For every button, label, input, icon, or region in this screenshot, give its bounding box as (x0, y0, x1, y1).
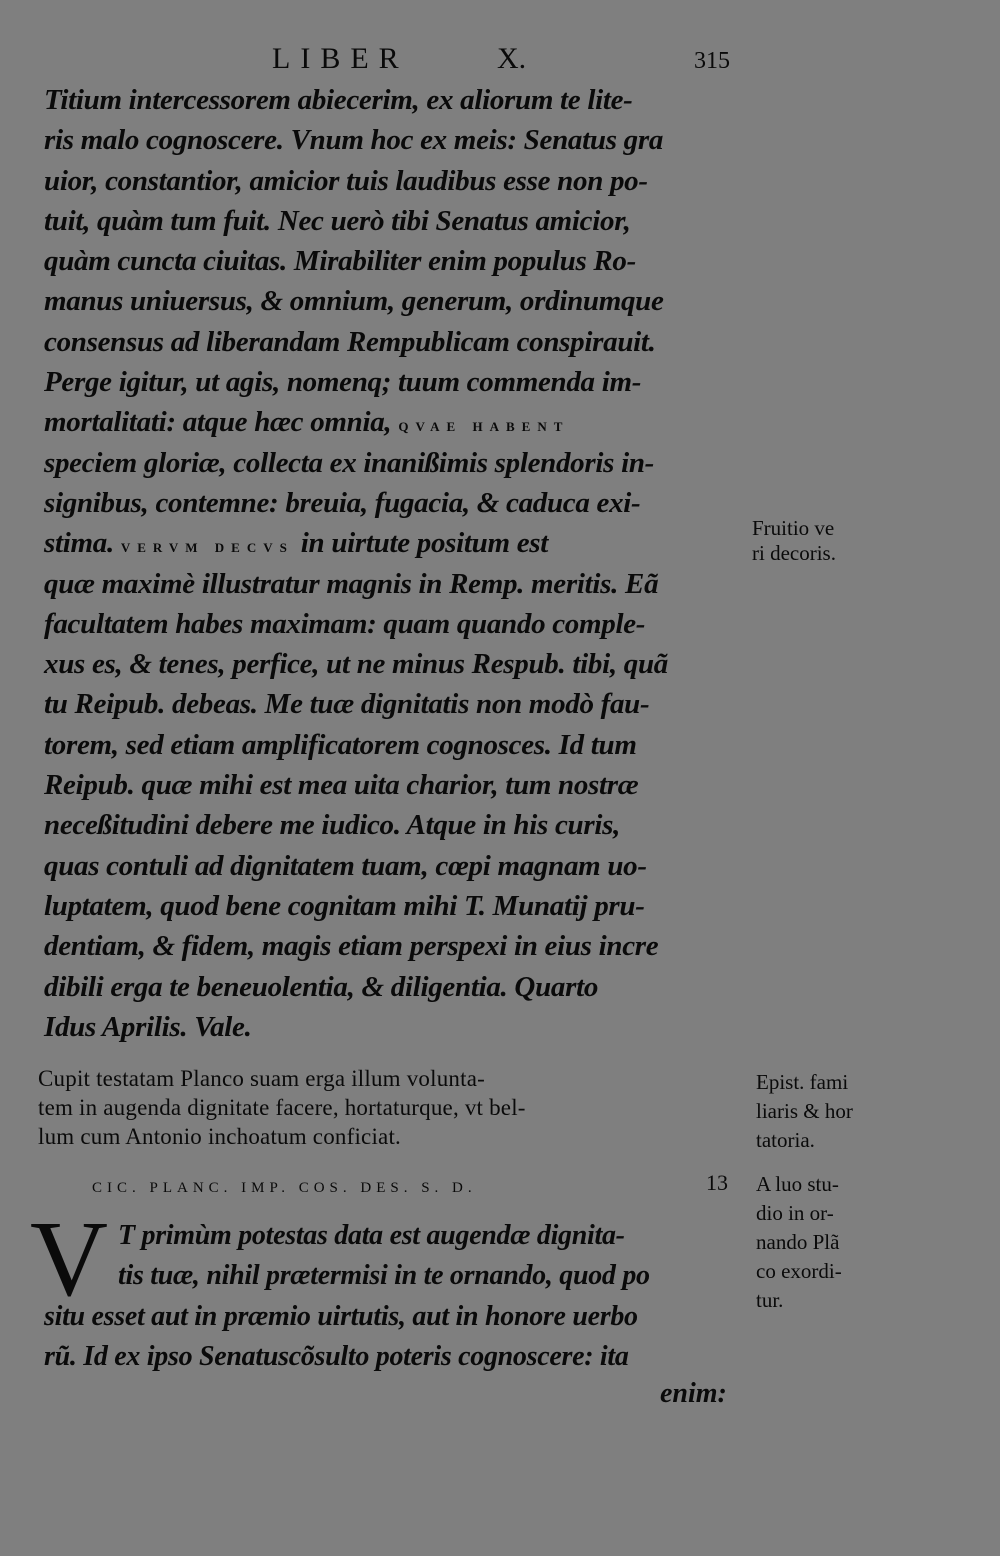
text-line: consensus ad liberandam Rempublicam conspirauit. (44, 325, 656, 358)
margin-note-line: liaris & hor (756, 1099, 853, 1123)
text-line: dibili erga te beneuolentia, & diligentia. Quarto (44, 970, 599, 1003)
text-line: situ esset aut in præmio uirtutis, aut in honore uerbo (44, 1301, 638, 1332)
letter-summary (38, 1064, 750, 1151)
text-line: uior, constantior, amicior tuis laudibus esse non po- (44, 164, 648, 197)
smallcaps-phrase: QVAE HABENT (398, 419, 570, 435)
text-line: xus es, & tenes, perfice, ut ne minus Respub. tibi, quã (44, 648, 668, 681)
margin-note-line: co exordi- (756, 1259, 842, 1283)
margin-note-fruitio (752, 516, 836, 566)
text-line: quæ maximè illustratur magnis in Remp. meritis. Eã (44, 567, 659, 600)
text-fragment: in uirtute positum est (300, 527, 549, 560)
text-line: Titium intercessorem abiecerim, ex aliorum te lite- (44, 84, 633, 116)
text-line: tuit, quàm tum fuit. Nec uerò tibi Senatus amicior, (44, 204, 631, 237)
letter-one-text (44, 80, 744, 1047)
text-line: Reipub. quæ mihi est mea uita charior, tum nostræ (44, 769, 639, 802)
text-line: facultatem habes maximam: quam quando comple- (44, 607, 646, 640)
text-line-with-smallcaps (44, 402, 744, 442)
margin-note-line: A luo stu- (756, 1172, 839, 1196)
text-fragment: stima. (44, 527, 114, 560)
letter-two-opening (118, 1216, 748, 1296)
text-line: quas contuli ad dignitatem tuam, cœpi magnam uo- (44, 849, 647, 882)
margin-note-line: tatoria. (756, 1128, 815, 1152)
margin-note-line: Fruitio ve (752, 516, 835, 540)
margin-note-line: dio in or- (756, 1201, 834, 1225)
margin-note-line: Epist. fami (756, 1070, 849, 1094)
drop-cap: V (30, 1200, 108, 1319)
text-line: T primùm potestas data est augendæ dignita- (118, 1220, 625, 1251)
margin-note-epistola (756, 1068, 853, 1155)
text-line: Idus Aprilis. Vale. (44, 1010, 252, 1043)
smallcaps-phrase: VERVM DECVS (120, 540, 294, 556)
text-line: ris malo cognoscere. Vnum hoc ex meis: Senatus gra (44, 124, 664, 157)
text-line: quàm cuncta ciuitas. Mirabiliter enim populus Ro- (44, 245, 636, 278)
text-line-with-smallcaps (44, 523, 744, 563)
page-number: 315 (694, 48, 730, 74)
letter-salutation: CIC. PLANC. IMP. COS. DES. S. D. (92, 1180, 477, 1196)
letter-number: 13 (706, 1170, 728, 1195)
text-line: neceßitudini debere me iudico. Atque in his curis, (44, 809, 621, 842)
summary-line: lum cum Antonio inchoatum conficiat. (38, 1124, 401, 1149)
text-line: Perge igitur, ut agis, nomenq; tuum commenda im- (44, 366, 642, 399)
text-line: dentiam, & fidem, magis etiam perspexi in eius incre (44, 930, 659, 963)
text-line: tis tuæ, nihil prætermisi in te ornando, quod po (118, 1260, 650, 1291)
running-title: LIBER (272, 42, 409, 75)
text-fragment: mortalitati: atque hæc omnia, (44, 406, 392, 439)
text-line: rũ. Id ex ipso Senatuscõsulto poteris cognoscere: ita (44, 1341, 629, 1373)
margin-note-line: nando Plã (756, 1230, 840, 1254)
margin-note-line: ri decoris. (752, 541, 836, 565)
text-line: signibus, contemne: breuia, fugacia, & caduca exi- (44, 486, 641, 519)
text-line: luptatem, quod bene cognitam mihi T. Munatij pru- (44, 889, 645, 922)
book-number: X. (497, 42, 527, 75)
text-line: torem, sed etiam amplificatorem cognosces. Id tum (44, 728, 637, 761)
running-header (0, 42, 1000, 82)
margin-note-line: tur. (756, 1288, 784, 1312)
text-line: speciem gloriæ, collecta ex inanißimis splendoris in- (44, 446, 655, 479)
summary-line: tem in augenda dignitate facere, hortaturque, vt bel- (38, 1095, 526, 1120)
letter-two-text (44, 1297, 744, 1378)
text-line: tu Reipub. debeas. Me tuæ dignitatis non modò fau- (44, 688, 650, 721)
summary-line: Cupit testatam Planco suam erga illum volunta- (38, 1066, 485, 1091)
text-line: manus uniuersus, & omnium, generum, ordinumque (44, 285, 664, 318)
margin-note-exorditur (756, 1170, 842, 1315)
catchword: enim: (660, 1378, 727, 1409)
